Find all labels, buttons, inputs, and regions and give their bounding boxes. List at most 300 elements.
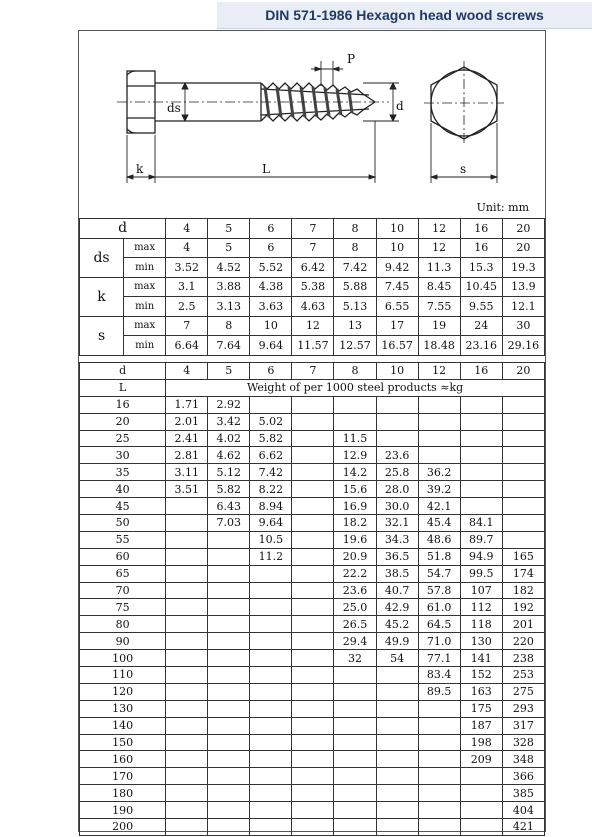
length-cell: 55 — [80, 531, 166, 548]
weight-cell: 253 — [502, 667, 544, 684]
weight-cell: 8.94 — [250, 498, 292, 515]
dimensions-header-row — [80, 219, 545, 239]
weight-cell — [292, 447, 334, 464]
weight-cell — [292, 498, 334, 515]
weight-cell — [292, 785, 334, 802]
weight-cell — [208, 650, 250, 667]
weight-cell — [250, 683, 292, 700]
weight-cell — [334, 396, 376, 413]
weight-cell — [334, 785, 376, 802]
weight-cell — [208, 531, 250, 548]
length-cell: 100 — [80, 650, 166, 667]
size-header: 16 — [460, 219, 502, 239]
weight-cell: 84.1 — [460, 515, 502, 532]
length-cell: 25 — [80, 430, 166, 447]
weight-cell: 107 — [460, 582, 502, 599]
weight-cell — [334, 751, 376, 768]
length-cell: 65 — [80, 565, 166, 582]
weight-cell — [376, 819, 418, 836]
spec-sheet — [78, 30, 546, 832]
weight-cell — [376, 734, 418, 751]
weight-cell — [292, 413, 334, 430]
table-row — [80, 498, 545, 515]
weight-cell: 54 — [376, 650, 418, 667]
size-header: 7 — [292, 363, 334, 380]
weight-cell — [418, 430, 460, 447]
table-row — [80, 667, 545, 684]
weight-cell — [250, 717, 292, 734]
table-cell: 12.57 — [334, 336, 376, 356]
weight-cell — [292, 683, 334, 700]
table-row — [80, 700, 545, 717]
d-header: d — [80, 219, 166, 239]
limit-label: min — [124, 258, 166, 278]
weight-cell — [250, 650, 292, 667]
label-ds: ds — [167, 101, 181, 115]
weight-cell — [376, 667, 418, 684]
weight-cell: 366 — [502, 768, 544, 785]
weight-cell — [376, 751, 418, 768]
weight-cell — [166, 515, 208, 532]
weight-cell: 11.2 — [250, 548, 292, 565]
table-cell: 19 — [418, 316, 460, 336]
length-cell: 130 — [80, 700, 166, 717]
table-cell: 7.64 — [208, 336, 250, 356]
table-cell: 4 — [166, 238, 208, 258]
weight-cell: 61.0 — [418, 599, 460, 616]
table-cell: 16.57 — [376, 336, 418, 356]
weight-cell — [376, 717, 418, 734]
weight-cell: 182 — [502, 582, 544, 599]
weight-cell — [292, 481, 334, 498]
size-header: 20 — [502, 219, 544, 239]
weight-cell — [166, 802, 208, 819]
size-header: 10 — [376, 219, 418, 239]
weight-cell — [208, 802, 250, 819]
weight-cell: 25.0 — [334, 599, 376, 616]
length-cell: 40 — [80, 481, 166, 498]
table-cell: 3.1 — [166, 277, 208, 297]
weight-cell — [334, 717, 376, 734]
weight-cell: 22.2 — [334, 565, 376, 582]
weight-cell — [376, 396, 418, 413]
table-cell: 7.45 — [376, 277, 418, 297]
weight-cell — [166, 599, 208, 616]
size-header: 6 — [250, 363, 292, 380]
weight-cell: 14.2 — [334, 464, 376, 481]
weight-cell — [208, 565, 250, 582]
weight-cell: 165 — [502, 548, 544, 565]
table-row — [80, 481, 545, 498]
weight-cell — [376, 413, 418, 430]
weight-cell: 42.1 — [418, 498, 460, 515]
weight-cell: 317 — [502, 717, 544, 734]
weight-cell: 89.5 — [418, 683, 460, 700]
weight-cell — [166, 548, 208, 565]
weight-cell — [460, 464, 502, 481]
length-cell: 120 — [80, 683, 166, 700]
weight-cell: 45.2 — [376, 616, 418, 633]
screw-end-view — [424, 61, 504, 145]
weight-cell: 40.7 — [376, 582, 418, 599]
weight-cell: 23.6 — [334, 582, 376, 599]
weight-cell — [166, 700, 208, 717]
length-cell: 60 — [80, 548, 166, 565]
table-row — [80, 413, 545, 430]
length-cell: 200 — [80, 819, 166, 836]
weight-cell — [460, 785, 502, 802]
weight-cell — [166, 667, 208, 684]
weight-cell — [418, 802, 460, 819]
table-cell: 11.3 — [418, 258, 460, 278]
weight-cell — [166, 819, 208, 836]
weight-cell — [292, 599, 334, 616]
limit-label: min — [124, 297, 166, 317]
weight-cell — [166, 633, 208, 650]
table-cell: 6.64 — [166, 336, 208, 356]
weight-cell — [502, 396, 544, 413]
size-header: 12 — [418, 363, 460, 380]
table-cell: 12.1 — [502, 297, 544, 317]
weight-cell: 112 — [460, 599, 502, 616]
table-row — [80, 785, 545, 802]
table-cell: 12 — [292, 316, 334, 336]
size-header: 8 — [334, 219, 376, 239]
weight-cell — [502, 498, 544, 515]
weight-cell — [418, 717, 460, 734]
length-cell: 180 — [80, 785, 166, 802]
weight-cell: 2.01 — [166, 413, 208, 430]
length-cell: 160 — [80, 751, 166, 768]
weight-cell: 163 — [460, 683, 502, 700]
size-header: 8 — [334, 363, 376, 380]
table-cell: 5.88 — [334, 277, 376, 297]
weight-cell: 8.22 — [250, 481, 292, 498]
table-cell: 5.38 — [292, 277, 334, 297]
weight-cell: 192 — [502, 599, 544, 616]
weight-cell: 3.42 — [208, 413, 250, 430]
weight-cell: 28.0 — [376, 481, 418, 498]
label-s: s — [460, 162, 467, 176]
table-cell: 13.9 — [502, 277, 544, 297]
table-cell: 10.45 — [460, 277, 502, 297]
weight-cell — [250, 616, 292, 633]
weight-cell — [292, 531, 334, 548]
weight-cell — [334, 734, 376, 751]
weight-cell — [292, 667, 334, 684]
weight-cell: 99.5 — [460, 565, 502, 582]
pitch-dimension — [311, 61, 343, 86]
weight-cell — [208, 700, 250, 717]
weight-cell — [292, 548, 334, 565]
table-row — [80, 734, 545, 751]
label-k: k — [136, 162, 144, 176]
table-cell: 5.52 — [250, 258, 292, 278]
weight-cell — [250, 633, 292, 650]
weight-cell: 38.5 — [376, 565, 418, 582]
weight-cell: 29.4 — [334, 633, 376, 650]
weight-cell: 30.0 — [376, 498, 418, 515]
size-header: 6 — [250, 219, 292, 239]
length-cell: 140 — [80, 717, 166, 734]
weight-cell — [418, 819, 460, 836]
weight-cell — [166, 650, 208, 667]
weight-cell — [418, 785, 460, 802]
weight-cell — [376, 700, 418, 717]
label-d: d — [396, 99, 404, 113]
weight-cell — [208, 751, 250, 768]
weight-cell: 141 — [460, 650, 502, 667]
weight-cell — [460, 447, 502, 464]
length-cell: 170 — [80, 768, 166, 785]
table-row — [80, 683, 545, 700]
length-cell: 45 — [80, 498, 166, 515]
weight-cell — [502, 531, 544, 548]
weight-cell: 10.5 — [250, 531, 292, 548]
weight-cell — [502, 430, 544, 447]
weight-cell — [418, 768, 460, 785]
dimensions-row — [80, 277, 545, 297]
table-row — [80, 599, 545, 616]
weight-cell: 64.5 — [418, 616, 460, 633]
weight-cell: 42.9 — [376, 599, 418, 616]
table-row — [80, 396, 545, 413]
dimensions-row — [80, 297, 545, 317]
length-cell: 50 — [80, 515, 166, 532]
table-row — [80, 548, 545, 565]
weight-cell — [208, 616, 250, 633]
table-cell: 8.45 — [418, 277, 460, 297]
weight-cell — [292, 768, 334, 785]
weight-cell — [292, 616, 334, 633]
weight-cell: 118 — [460, 616, 502, 633]
param-ds: ds — [80, 238, 124, 277]
size-header: 4 — [166, 219, 208, 239]
length-cell: 16 — [80, 396, 166, 413]
table-cell: 15.3 — [460, 258, 502, 278]
weight-cell: 54.7 — [418, 565, 460, 582]
weight-cell: 94.9 — [460, 548, 502, 565]
weight-cell — [166, 751, 208, 768]
weight-cell: 1.71 — [166, 396, 208, 413]
weight-cell: 3.11 — [166, 464, 208, 481]
table-cell: 29.16 — [502, 336, 544, 356]
weight-cell — [460, 413, 502, 430]
table-cell: 4.52 — [208, 258, 250, 278]
weight-cell: 7.42 — [250, 464, 292, 481]
weight-cell — [502, 515, 544, 532]
size-header: 16 — [460, 363, 502, 380]
weight-cell: 77.1 — [418, 650, 460, 667]
dimensions-table — [79, 218, 545, 356]
d-header: d — [80, 363, 166, 380]
weight-cell — [292, 819, 334, 836]
length-cell: 190 — [80, 802, 166, 819]
weight-cell — [334, 768, 376, 785]
limit-label: max — [124, 238, 166, 258]
length-cell: 75 — [80, 599, 166, 616]
table-cell: 4.63 — [292, 297, 334, 317]
weight-cell — [250, 565, 292, 582]
table-cell: 8 — [334, 238, 376, 258]
length-cell: 80 — [80, 616, 166, 633]
size-header: 4 — [166, 363, 208, 380]
weight-cell — [208, 582, 250, 599]
weight-cell — [292, 802, 334, 819]
weight-cell — [460, 819, 502, 836]
table-cell: 10 — [250, 316, 292, 336]
table-cell: 13 — [334, 316, 376, 336]
length-cell: 150 — [80, 734, 166, 751]
weight-cell: 152 — [460, 667, 502, 684]
weight-cell — [334, 700, 376, 717]
table-cell: 7 — [166, 316, 208, 336]
weight-cell — [292, 582, 334, 599]
length-cell: 35 — [80, 464, 166, 481]
weights-caption: Weight of per 1000 steel products ≈kg — [166, 379, 545, 396]
weight-cell — [376, 802, 418, 819]
weight-cell: 187 — [460, 717, 502, 734]
weights-table — [79, 362, 545, 836]
weight-cell — [502, 413, 544, 430]
table-cell: 30 — [502, 316, 544, 336]
weight-cell — [502, 481, 544, 498]
size-header: 20 — [502, 363, 544, 380]
weight-cell: 5.12 — [208, 464, 250, 481]
table-cell: 18.48 — [418, 336, 460, 356]
size-header: 5 — [208, 363, 250, 380]
weight-cell: 25.8 — [376, 464, 418, 481]
table-cell: 24 — [460, 316, 502, 336]
weight-cell — [292, 515, 334, 532]
weight-cell — [166, 734, 208, 751]
weight-cell: 71.0 — [418, 633, 460, 650]
weight-cell — [208, 683, 250, 700]
table-cell: 9.42 — [376, 258, 418, 278]
table-cell: 4.38 — [250, 277, 292, 297]
table-cell: 8 — [208, 316, 250, 336]
weight-cell: 18.2 — [334, 515, 376, 532]
table-cell: 3.63 — [250, 297, 292, 317]
weight-cell — [292, 717, 334, 734]
weight-cell — [292, 751, 334, 768]
table-cell: 7.42 — [334, 258, 376, 278]
weight-cell — [418, 734, 460, 751]
length-dimension — [127, 121, 375, 183]
weight-cell — [376, 785, 418, 802]
table-row — [80, 819, 545, 836]
table-cell: 6.55 — [376, 297, 418, 317]
weight-cell: 175 — [460, 700, 502, 717]
table-row — [80, 565, 545, 582]
weight-cell — [166, 565, 208, 582]
table-row — [80, 650, 545, 667]
weight-cell: 83.4 — [418, 667, 460, 684]
limit-label: min — [124, 336, 166, 356]
weight-cell — [376, 430, 418, 447]
weight-cell — [208, 717, 250, 734]
weight-cell — [250, 768, 292, 785]
weight-cell — [334, 819, 376, 836]
size-header: 7 — [292, 219, 334, 239]
weight-cell — [166, 717, 208, 734]
weight-cell: 23.6 — [376, 447, 418, 464]
weight-cell — [250, 819, 292, 836]
length-cell: 70 — [80, 582, 166, 599]
page-title: DIN 571-1986 Hexagon head wood screws — [217, 2, 592, 29]
weight-cell: 36.5 — [376, 548, 418, 565]
limit-label: max — [124, 277, 166, 297]
table-cell: 5 — [208, 238, 250, 258]
table-row — [80, 430, 545, 447]
weight-cell — [334, 667, 376, 684]
weight-cell — [166, 683, 208, 700]
weight-cell — [418, 751, 460, 768]
unit-label: Unit: mm — [476, 201, 529, 214]
size-header: 5 — [208, 219, 250, 239]
weight-cell — [166, 785, 208, 802]
table-row — [80, 531, 545, 548]
weight-cell: 174 — [502, 565, 544, 582]
weight-cell — [208, 785, 250, 802]
weight-cell: 48.6 — [418, 531, 460, 548]
weight-cell — [418, 700, 460, 717]
weight-cell: 293 — [502, 700, 544, 717]
param-s: s — [80, 316, 124, 355]
weight-cell — [460, 430, 502, 447]
weight-cell: 49.9 — [376, 633, 418, 650]
table-cell: 20 — [502, 238, 544, 258]
weight-cell — [166, 768, 208, 785]
weight-cell: 4.02 — [208, 430, 250, 447]
weight-cell: 45.4 — [418, 515, 460, 532]
table-cell: 2.5 — [166, 297, 208, 317]
table-cell: 12 — [418, 238, 460, 258]
weight-cell: 57.8 — [418, 582, 460, 599]
weight-cell: 4.62 — [208, 447, 250, 464]
weight-cell: 6.62 — [250, 447, 292, 464]
table-cell: 10 — [376, 238, 418, 258]
length-cell: 90 — [80, 633, 166, 650]
weight-cell — [292, 464, 334, 481]
weight-cell: 275 — [502, 683, 544, 700]
weight-cell: 404 — [502, 802, 544, 819]
table-cell: 3.88 — [208, 277, 250, 297]
weight-cell — [292, 396, 334, 413]
weight-cell — [460, 498, 502, 515]
weight-cell — [292, 565, 334, 582]
weight-cell — [376, 768, 418, 785]
table-row — [80, 802, 545, 819]
length-cell: 110 — [80, 667, 166, 684]
table-cell: 16 — [460, 238, 502, 258]
weight-cell: 220 — [502, 633, 544, 650]
weight-cell — [334, 683, 376, 700]
weight-cell: 5.82 — [250, 430, 292, 447]
weight-cell: 32 — [334, 650, 376, 667]
weight-cell — [292, 734, 334, 751]
table-cell: 6.42 — [292, 258, 334, 278]
weight-cell — [166, 531, 208, 548]
L-header: L — [80, 379, 166, 396]
table-row — [80, 582, 545, 599]
weight-cell: 5.82 — [208, 481, 250, 498]
weight-cell: 3.51 — [166, 481, 208, 498]
dimensions-row — [80, 238, 545, 258]
weight-cell: 15.6 — [334, 481, 376, 498]
weight-cell: 198 — [460, 734, 502, 751]
table-cell: 3.52 — [166, 258, 208, 278]
